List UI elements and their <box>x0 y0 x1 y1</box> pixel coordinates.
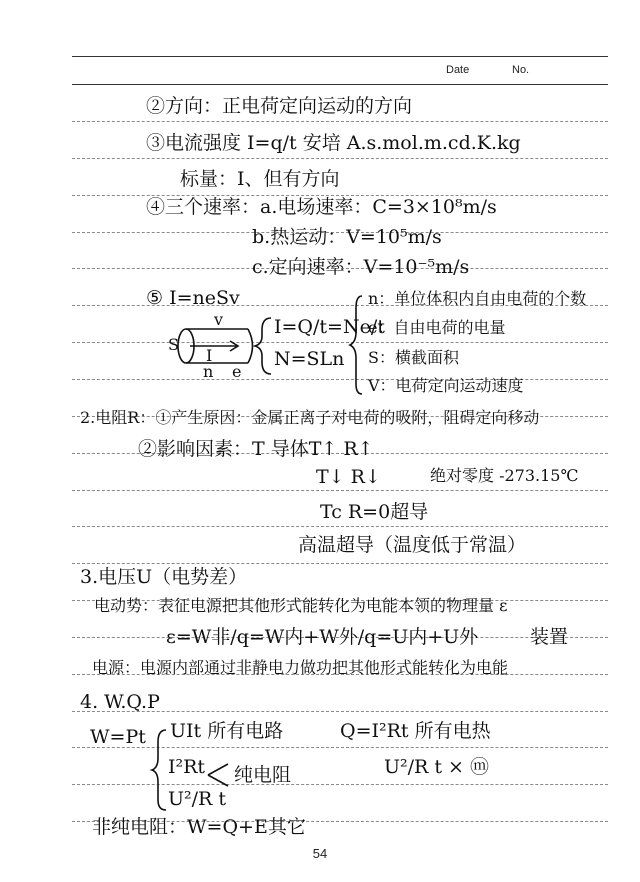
left-brace <box>255 318 271 374</box>
page-number: 54 <box>312 846 328 861</box>
note-three-speeds: ④三个速率：a.电场速率：C=3×10⁸m/s <box>146 196 497 218</box>
equation-number-of-charges: N=SLn <box>274 348 345 370</box>
date-label: Date <box>446 64 470 76</box>
joule-heating: I²Rt <box>168 756 206 778</box>
superconductivity: Tc R=0超导 <box>320 501 429 523</box>
resistance-temperature-down: T↓ R↓ <box>316 466 381 488</box>
work-formula: W=Pt <box>90 726 146 748</box>
pure-resistance-label: 纯电阻 <box>234 764 292 786</box>
power-source-definition: 电源：电源内部通过非静电力做功把其他形式能转化为电能 <box>92 658 509 677</box>
definition-v: V：电荷定向运动速度 <box>368 376 524 395</box>
device-label: 装置 <box>530 626 569 648</box>
power-over-resistance: U²/R t <box>168 788 227 810</box>
note-drift-speed: c.定向速率：V=10⁻⁵m/s <box>252 256 470 278</box>
equation-charge-over-time: I=Q/t=Ne/t <box>274 316 385 338</box>
non-pure-resistance: 非纯电阻：W=Q+E其它 <box>92 816 306 838</box>
voltage-heading: 3.电压U（电势差） <box>80 566 248 588</box>
cylinder-label-i: I <box>206 346 213 365</box>
note-direction: ②方向：正电荷定向运动的方向 <box>146 95 413 117</box>
cylinder-right-face <box>248 329 253 363</box>
resistance-factors: ②影响因素：T 导体T↑ R↑ <box>138 438 374 460</box>
heat-all-circuits: Q=I²Rt 所有电热 <box>340 720 491 742</box>
resistance-cause: 2.电阻R：①产生原因：金属正离子对电荷的吸附，阻碍定向移动 <box>80 408 540 427</box>
absolute-zero: 绝对零度 -273.15℃ <box>430 466 579 485</box>
work-brace <box>152 730 166 810</box>
work-heat-power-heading: 4. W.Q.P <box>80 691 160 713</box>
no-label: No. <box>512 64 530 76</box>
pure-resistance-bracket <box>208 764 228 786</box>
cylinder-label-s: S <box>168 335 179 354</box>
definition-n: n：单位体积内自由电荷的个数 <box>368 289 587 308</box>
note-thermal-speed: b.热运动：V=10⁵m/s <box>252 226 442 248</box>
emf-definition: 电动势：表征电源把其他形式能转化为电能本领的物理量 ε <box>94 596 508 615</box>
note-current-formula: ⑤ I=neSv <box>146 287 240 309</box>
definition-s: S：横截面积 <box>368 348 459 367</box>
high-temperature-superconductivity: 高温超导（温度低于常温） <box>298 534 527 556</box>
work-all-circuits: UIt 所有电路 <box>170 720 284 742</box>
note-scalar: 标量：I、但有方向 <box>180 168 340 190</box>
emf-equation: ε=W非/q=W内+W外/q=U内+U外 <box>166 626 479 648</box>
definition-e: e：自由电荷的电量 <box>368 318 506 337</box>
cylinder-label-v: v <box>214 310 224 329</box>
power-over-resistance-note: U²/R t × ⓜ <box>384 756 490 778</box>
cylinder-label-e: e <box>232 362 242 381</box>
definition-brace <box>350 296 362 394</box>
cylinder-label-n: n <box>203 362 214 381</box>
note-current-intensity: ③电流强度 I=q/t 安培 A.s.mol.m.cd.K.kg <box>146 132 521 154</box>
